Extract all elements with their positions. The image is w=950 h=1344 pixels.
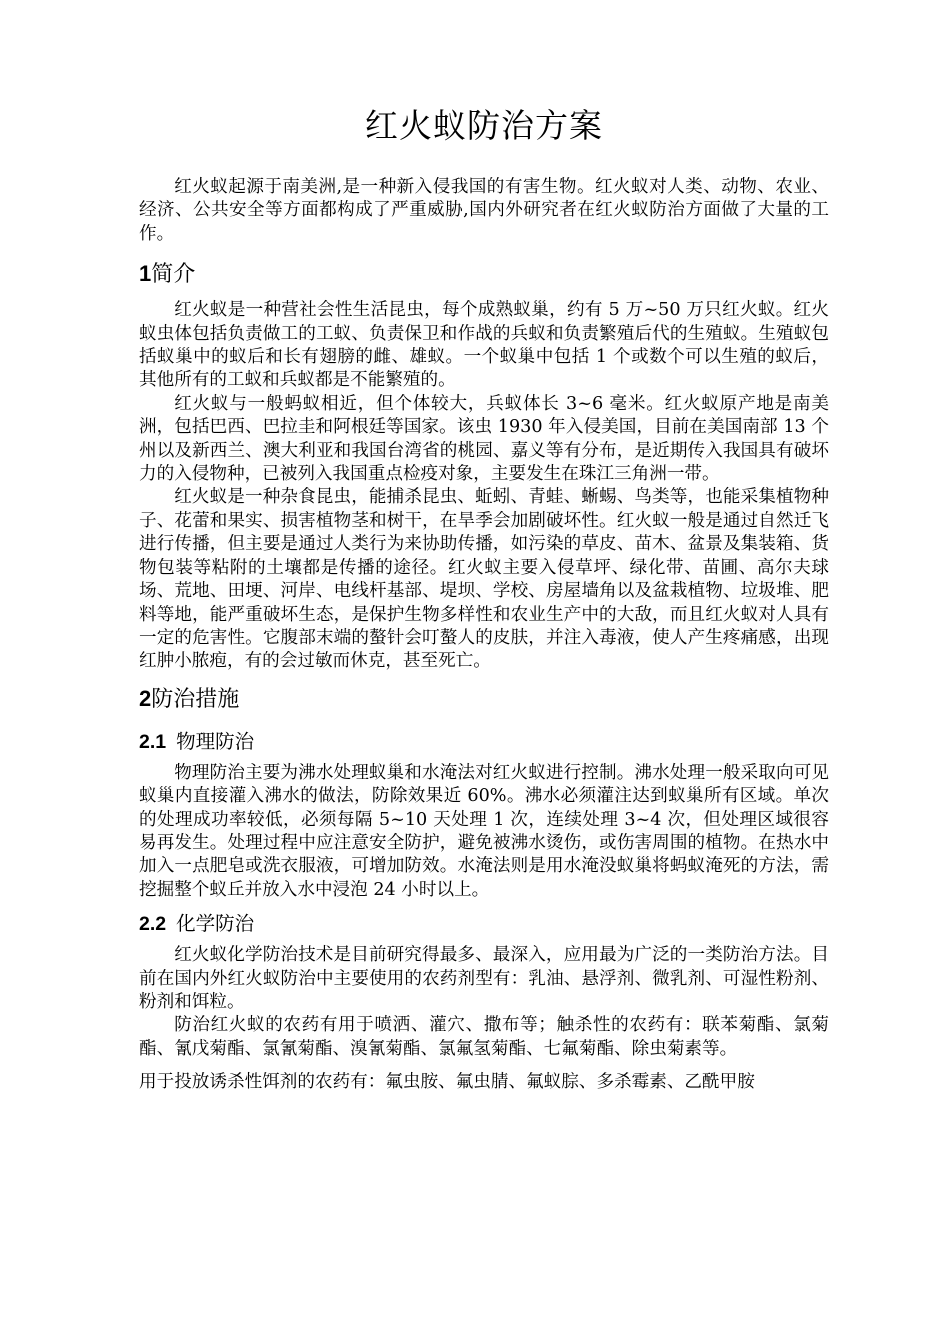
intro-paragraph: 红火蚁起源于南美洲,是一种新入侵我国的有害生物。红火蚁对人类、动物、农业、经济、公共安全等方面都构成了严重威胁,国内外研究者在红火蚁防治方面做了大量的工作。 (139, 177, 829, 244)
subsection-2-2-paragraph-2: 防治红火蚁的农药有用于喷洒、灌穴、撒布等；触杀性的农药有：联苯菊酯、氯菊酯、氰戊菊酯、氯氰菊酯、溴氰菊酯、氯氟氢菊酯、七氟菊酯、除虫菊素等。 (139, 1015, 829, 1059)
section-1-number: 1 (139, 261, 152, 287)
subsection-2-2-title: 化学防治 (176, 912, 255, 936)
section-2-number: 2 (139, 685, 152, 711)
section-1-paragraph-1: 红火蚁是一种营社会性生活昆虫，每个成熟蚁巢，约有 5 万~50 万只红火蚁。红火蚁虫体包括负责做工的工蚁、负责保卫和作战的兵蚁和负责繁殖后代的生殖蚁。生殖蚁包括蚁巢中的蚁后和长有翅膀的雌、雄蚁。一个蚁巢中包括 1 个或数个可以生殖的蚁后，其他所有的工蚁和兵蚁都是不能繁殖的。 (139, 300, 829, 391)
subsection-2-2-paragraph-3: 用于投放诱杀性饵剂的农药有：氟虫胺、氟虫腈、氟蚁腙、多杀霉素、乙酰甲胺 (139, 1072, 755, 1093)
section-2-title: 防治措施 (151, 686, 240, 712)
section-2-heading (139, 684, 829, 715)
subsection-2-1-number: 2.1 (139, 730, 167, 753)
subsection-2-1-title: 物理防治 (176, 729, 255, 753)
subsection-2-2-number: 2.2 (139, 913, 167, 936)
section-1-paragraph-2: 红火蚁与一般蚂蚁相近，但个体较大，兵蚁体长 3~6 毫米。红火蚁原产地是南美洲，包括巴西、巴拉圭和阿根廷等国家。该虫 1930 年入侵美国，目前在美国南部 13 个州以及新西兰、澳大利亚和我国台湾省的桃园、嘉义等有分布，是近期传入我国具有破坏力的入侵物种，已被列入我国重点检疫对象，主要发生在珠江三角洲一带。 (139, 393, 829, 485)
document-title: 红火蚁防治方案 (365, 106, 603, 145)
section-1-heading (139, 259, 829, 290)
subsection-2-1-paragraph-1: 物理防治主要为沸水处理蚁巢和水淹法对红火蚁进行控制。沸水处理一般采取向可见蚁巢内直接灌入沸水的做法，防除效果近 60%。沸水必须灌注达到蚁巢所有区域。单次的处理成功率较低，必须每隔 5~10 天处理 1 次，连续处理 3~4 次，但处理区域很容易再发生。处理过程中应注意安全防护，避免被沸水烫伤，或伤害周围的植物。在热水中加入一点肥皂或洗衣服液，可增加防效。水淹法则是用水淹没蚁巢将蚂蚁淹死的方法，需挖掘整个蚁丘并放入水中浸泡 24 小时以上。 (139, 762, 829, 900)
section-1-paragraph-3: 红火蚁是一种杂食昆虫，能捕杀昆虫、蚯蚓、青蛙、蜥蜴、鸟类等，也能采集植物种子、花蕾和果实、损害植物茎和树干，在旱季会加剧破坏性。红火蚁一般是通过自然迁飞进行传播，但主要是通过人类行为来协助传播，如污染的草皮、苗木、盆景及集装箱、货物包装等粘附的土壤都是传播的途径。红火蚁主要入侵草坪、绿化带、苗圃、高尔夫球场、荒地、田埂、河岸、电线杆基部、堤坝、学校、房屋墙角以及盆栽植物、垃圾堆、肥料等地，能严重破坏生态，是保护生物多样性和农业生产中的大敌，而且红火蚁对人具有一定的危害性。它腹部末端的螯针会叮螯人的皮肤，并注入毒液，使人产生疼痛感，出现红肿小脓疱，有的会过敏而休克，甚至死亡。 (139, 487, 829, 672)
subsection-2-2-heading (139, 910, 829, 938)
section-1-title: 简介 (151, 262, 196, 288)
subsection-2-2-paragraph-1: 红火蚁化学防治技术是目前研究得最多、最深入，应用最为广泛的一类防治方法。目前在国内外红火蚁防治中主要使用的农药剂型有：乳油、悬浮剂、微乳剂、可湿性粉剂、粉剂和饵粒。 (139, 945, 829, 1012)
document-content (139, 98, 829, 1095)
subsection-2-1-heading (139, 728, 829, 756)
